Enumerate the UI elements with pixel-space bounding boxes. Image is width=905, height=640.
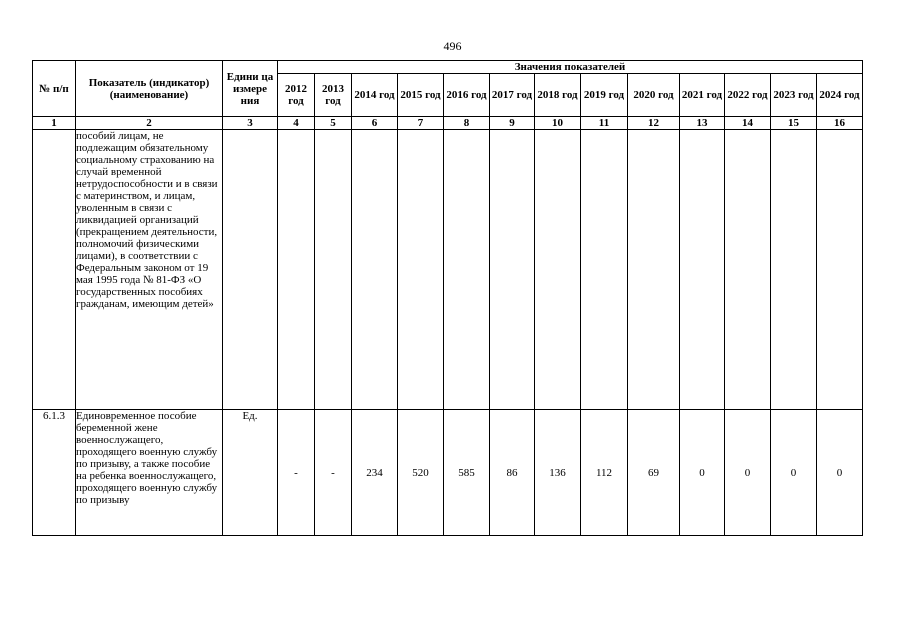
- value-cell: [817, 130, 863, 410]
- value-cell: [680, 130, 725, 410]
- value-cell: 69: [628, 410, 680, 536]
- column-number: 6: [352, 117, 398, 130]
- column-number: 10: [535, 117, 581, 130]
- header-year: 2022 год: [725, 74, 771, 117]
- value-cell: 0: [771, 410, 817, 536]
- header-year: 2014 год: [352, 74, 398, 117]
- value-cell: [490, 130, 535, 410]
- column-number: 5: [315, 117, 352, 130]
- column-number: 12: [628, 117, 680, 130]
- header-unit: Едини ца измере ния: [223, 61, 278, 117]
- value-cell: [315, 130, 352, 410]
- indicator-name: Единовременное пособие беременной жене военнослужащего, проходящего военную службу по призыву, а также пособие на ребенка военнослужащего, проходящего военную службу по призыву: [76, 410, 223, 536]
- header-values-group: Значения показателей: [278, 61, 863, 74]
- value-cell: [444, 130, 490, 410]
- value-cell: 0: [725, 410, 771, 536]
- value-cell: [278, 130, 315, 410]
- value-cell: 234: [352, 410, 398, 536]
- column-number: 2: [76, 117, 223, 130]
- value-cell: [581, 130, 628, 410]
- unit-cell: [223, 130, 278, 410]
- header-year: 2024 год: [817, 74, 863, 117]
- value-cell: 112: [581, 410, 628, 536]
- value-cell: [628, 130, 680, 410]
- header-year: 2017 год: [490, 74, 535, 117]
- column-number: 13: [680, 117, 725, 130]
- column-number: 16: [817, 117, 863, 130]
- indicator-name: пособий лицам, не подлежащим обязательному социальному страхованию на случай временной нетрудоспособности и в связи с материнством, и лицам, уволенным в связи с ликвидацией организаций (прекращением деятельности, полномочий физическими лицами), в соответствии с Федеральным законом от 19 мая 1995 года № 81-ФЗ «О государственных пособиях гражданам, имеющим детей»: [76, 130, 223, 410]
- header-year: 2012 год: [278, 74, 315, 117]
- value-cell: 520: [398, 410, 444, 536]
- column-number: 7: [398, 117, 444, 130]
- row-number: [33, 130, 76, 410]
- value-cell: -: [278, 410, 315, 536]
- table-row: [33, 130, 863, 410]
- value-cell: 585: [444, 410, 490, 536]
- value-cell: 0: [817, 410, 863, 536]
- header-year: 2021 год: [680, 74, 725, 117]
- column-number: 14: [725, 117, 771, 130]
- value-cell: 0: [680, 410, 725, 536]
- value-cell: -: [315, 410, 352, 536]
- value-cell: [398, 130, 444, 410]
- value-cell: [725, 130, 771, 410]
- unit-cell: Ед.: [223, 410, 278, 536]
- table-row: [33, 410, 863, 536]
- header-year: 2020 год: [628, 74, 680, 117]
- value-cell: 86: [490, 410, 535, 536]
- header-no: № п/п: [33, 61, 76, 117]
- header-year: 2019 год: [581, 74, 628, 117]
- column-number: 4: [278, 117, 315, 130]
- value-cell: 136: [535, 410, 581, 536]
- column-number: 8: [444, 117, 490, 130]
- header-year: 2013 год: [315, 74, 352, 117]
- header-year: 2023 год: [771, 74, 817, 117]
- page-number: 496: [443, 39, 462, 53]
- header-year: 2018 год: [535, 74, 581, 117]
- header-year: 2016 год: [444, 74, 490, 117]
- header-indicator: Показатель (индикатор) (наименование): [76, 61, 223, 117]
- header-year: 2015 год: [398, 74, 444, 117]
- column-number: 9: [490, 117, 535, 130]
- value-cell: [771, 130, 817, 410]
- indicators-table: [32, 60, 863, 536]
- column-number: 11: [581, 117, 628, 130]
- value-cell: [352, 130, 398, 410]
- column-number: 15: [771, 117, 817, 130]
- column-number: 1: [33, 117, 76, 130]
- row-number: 6.1.3: [33, 410, 76, 536]
- value-cell: [535, 130, 581, 410]
- column-number: 3: [223, 117, 278, 130]
